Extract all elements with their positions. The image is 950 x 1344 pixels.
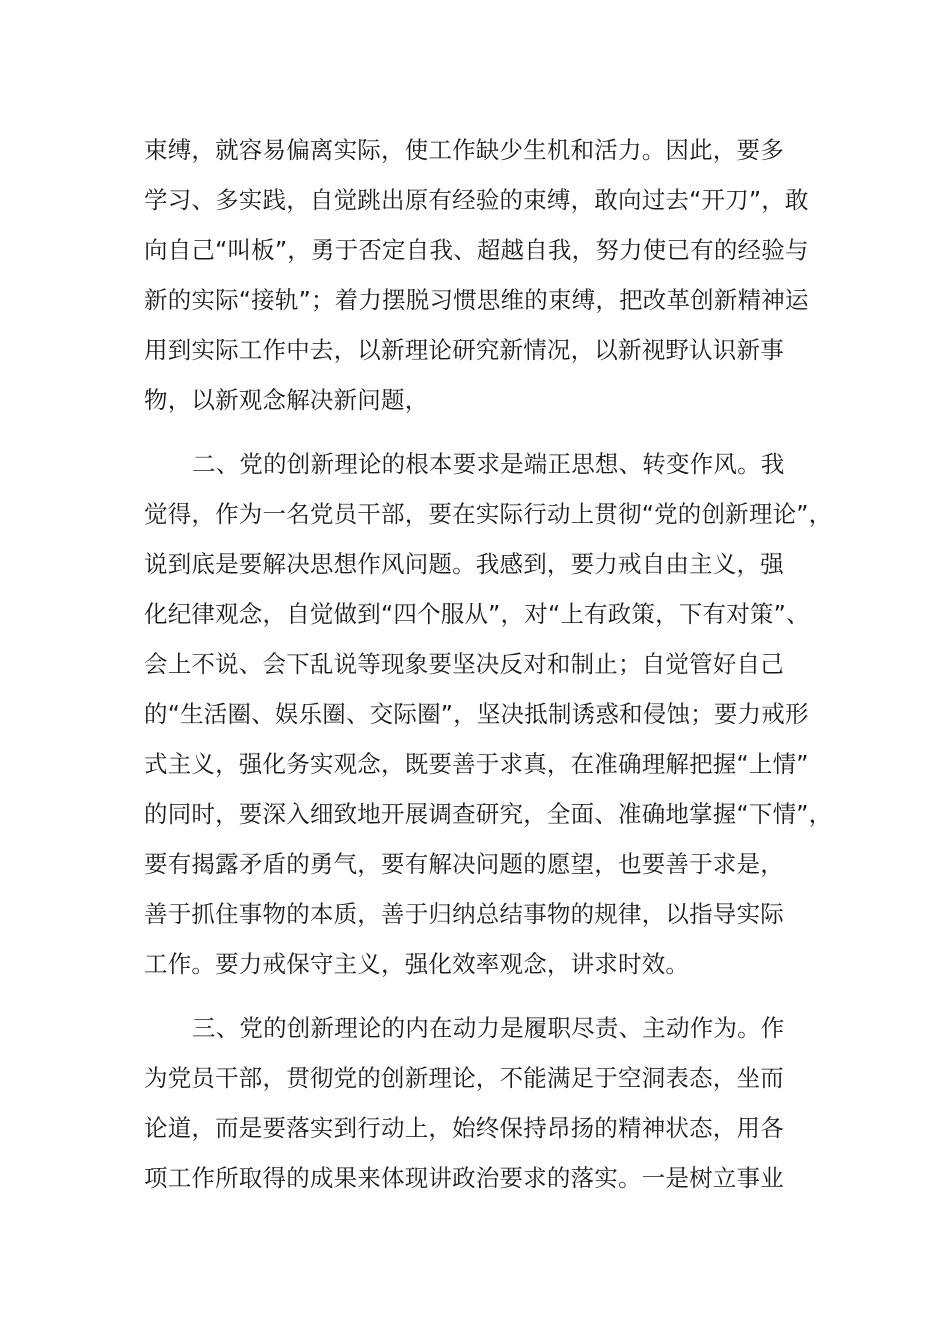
paragraph-3-line-2: 为党员干部，贯彻党的创新理论，不能满足于空洞表态，坐而 [144, 1064, 784, 1092]
paragraph-2-line-3: 说到底是要解决思想作风问题。我感到，要力戒自由主义，强 [144, 550, 784, 578]
paragraph-1-line-3: 向自己“叫板”，勇于否定自我、超越自我，努力使已有的经验与 [144, 236, 809, 264]
paragraph-3-line-4: 项工作所取得的成果来体现讲政治要求的落实。一是树立事业 [144, 1164, 784, 1192]
paragraph-2-line-8: 的同时，要深入细致地开展调查研究，全面、准确地掌握“下情”， [144, 800, 833, 828]
paragraph-1-line-5: 用到实际工作中去，以新理论研究新情况，以新视野认识新事 [144, 336, 784, 364]
paragraph-1-line-4: 新的实际“接轨”；着力摆脱习惯思维的束缚，把改革创新精神运 [144, 286, 809, 314]
paragraph-2-line-1: 二、党的创新理论的根本要求是端正思想、转变作风。我 [192, 450, 785, 478]
paragraph-1-line-2: 学习、多实践，自觉跳出原有经验的束缚，敢向过去“开刀”，敢 [144, 186, 809, 214]
paragraph-2-line-2: 觉得，作为一名党员干部，要在实际行动上贯彻“党的创新理论”， [144, 500, 833, 528]
paragraph-2-line-11: 工作。要力戒保守主义，强化效率观念，讲求时效。 [144, 950, 690, 978]
paragraph-2-line-7: 式主义，强化务实观念，既要善于求真，在准确理解把握“上情” [144, 750, 809, 778]
paragraph-2-line-9: 要有揭露矛盾的勇气，要有解决问题的愿望，也要善于求是， [144, 850, 784, 878]
paragraph-1-line-1: 束缚，就容易偏离实际，使工作缺少生机和活力。因此，要多 [144, 136, 784, 164]
paragraph-3-line-1: 三、党的创新理论的内在动力是履职尽责、主动作为。作 [192, 1014, 785, 1042]
paragraph-2-line-5: 会上不说、会下乱说等现象要坚决反对和制止；自觉管好自己 [144, 650, 784, 678]
paragraph-2-line-6: 的“生活圈、娱乐圈、交际圈”，坚决抵制诱惑和侵蚀；要力戒形 [144, 700, 809, 728]
paragraph-2-line-10: 善于抓住事物的本质，善于归纳总结事物的规律，以指导实际 [144, 900, 784, 928]
paragraph-1-line-6: 物，以新观念解决新问题， [144, 386, 429, 414]
paragraph-3-line-3: 论道，而是要落实到行动上，始终保持昂扬的精神状态，用各 [144, 1114, 784, 1142]
paragraph-2-line-4: 化纪律观念，自觉做到“四个服从”，对“上有政策，下有对策”、 [144, 600, 810, 628]
